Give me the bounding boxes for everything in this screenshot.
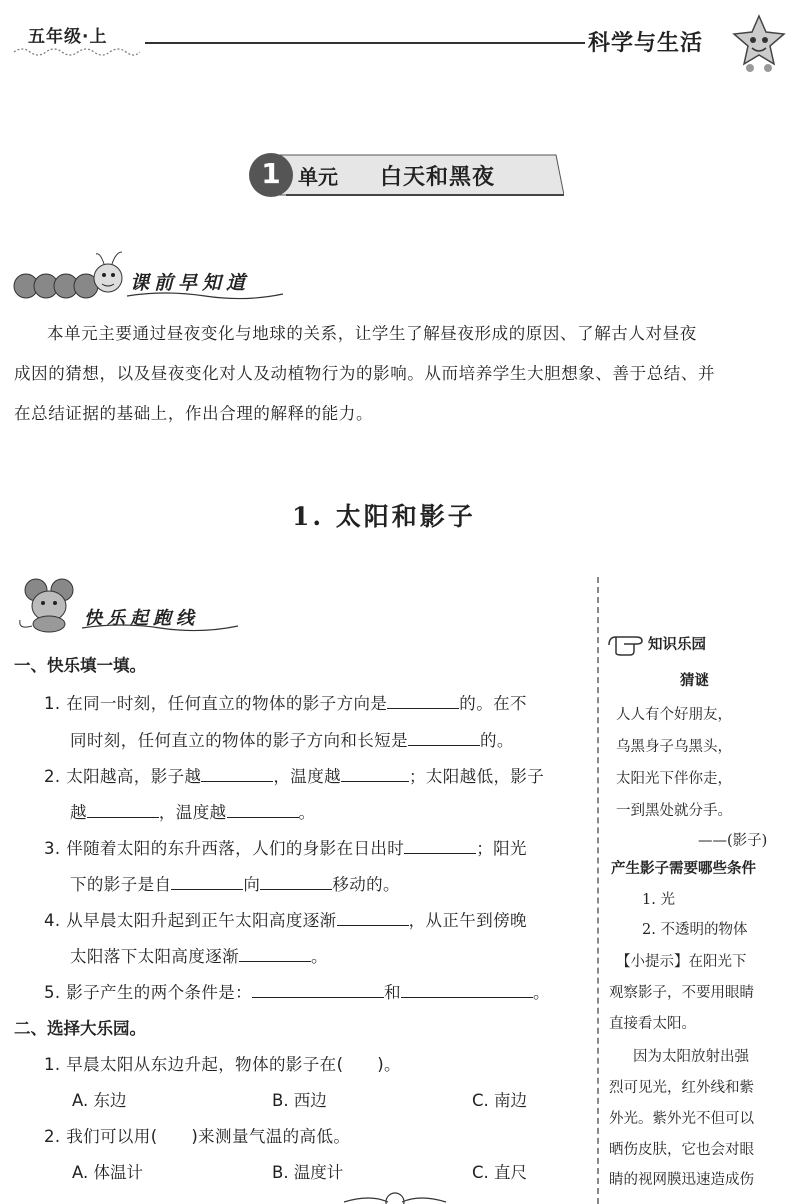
answer-blank[interactable] xyxy=(408,728,480,746)
happy-start-heading: 快乐起跑线 xyxy=(84,608,199,629)
question-text: 。 xyxy=(298,803,316,822)
mouse-icon xyxy=(14,576,82,634)
question-text: 5. 影子产生的两个条件是： xyxy=(44,983,253,1002)
info-line: 晒伤皮肤，它也会对眼 xyxy=(609,1142,754,1158)
header-wave-decoration xyxy=(12,44,142,60)
answer-blank[interactable] xyxy=(171,872,243,890)
answer-blank[interactable] xyxy=(337,908,409,926)
intro-line: 成因的猜想，以及昼夜变化对人及动植物行为的影响。从而培养学生大胆想象、善于总结、并 xyxy=(14,364,716,383)
question-text: ；太阳越低，影子 xyxy=(409,767,545,786)
part2-title: 二、选择大乐园。 xyxy=(14,1019,146,1038)
star-mascot-icon xyxy=(730,12,788,74)
question-text: 的。在不 xyxy=(459,694,527,713)
question-text: 。 xyxy=(311,947,328,966)
question-text: 和 xyxy=(384,983,401,1002)
option-a[interactable]: A. 东边 xyxy=(72,1091,127,1110)
option-a[interactable]: A. 体温计 xyxy=(72,1163,143,1182)
question-text: ；阳光 xyxy=(476,839,527,858)
unit-introduction xyxy=(14,314,786,434)
answer-blank[interactable] xyxy=(87,800,159,818)
unit-title: 白天和黑夜 xyxy=(380,165,496,190)
riddle-line: 太阳光下伴你走， xyxy=(616,771,732,787)
side-panel-heading: 知识乐园 xyxy=(648,637,706,653)
question-4-line1 xyxy=(44,907,527,931)
answer-blank[interactable] xyxy=(201,764,273,782)
intro-line: 在总结证据的基础上，作出合理的解释的能力。 xyxy=(14,404,374,423)
question-text: 。 xyxy=(533,983,550,1002)
info-line: 因为太阳放射出强 xyxy=(633,1049,749,1065)
answer-blank[interactable] xyxy=(227,800,299,818)
question-text: 太阳落下太阳高度逐渐 xyxy=(70,947,239,966)
question-text: 同时刻，任何直立的物体的影子方向和长短是 xyxy=(70,731,408,750)
condition-item: 2. 不透明的物体 xyxy=(642,922,748,938)
question-text: 1. 在同一时刻，任何直立的物体的影子方向是 xyxy=(44,694,388,713)
question-text: 移动的。 xyxy=(332,875,400,894)
unit-number: 1 xyxy=(261,157,281,190)
pointing-hand-icon xyxy=(606,627,646,657)
question-5 xyxy=(44,979,550,1003)
page-number-ornament xyxy=(340,1190,450,1204)
answer-blank[interactable] xyxy=(341,764,409,782)
question-2-line2 xyxy=(70,799,315,823)
condition-item: 1. 光 xyxy=(642,892,675,908)
option-c[interactable]: C. 南边 xyxy=(472,1091,528,1110)
header-rule xyxy=(145,42,585,44)
choice-question-1: 1. 早晨太阳从东边升起，物体的影子在( )。 xyxy=(44,1055,401,1074)
heading-swash xyxy=(80,620,240,634)
riddle-line: 乌黑身子乌黑头， xyxy=(616,739,732,755)
column-divider xyxy=(597,577,599,1204)
answer-blank[interactable] xyxy=(401,980,533,998)
option-c[interactable]: C. 直尺 xyxy=(472,1163,528,1182)
answer-blank[interactable] xyxy=(252,980,384,998)
question-text: 下的影子是自 xyxy=(70,875,172,894)
heading-swash xyxy=(125,288,285,302)
question-text: 4. 从早晨太阳升起到正午太阳高度逐渐 xyxy=(44,911,337,930)
tip-line: 【小提示】在阳光下 xyxy=(616,954,747,970)
info-line: 睛的视网膜迅速造成伤 xyxy=(609,1172,754,1188)
header-title: 科学与生活 xyxy=(588,31,704,56)
question-3-line2 xyxy=(70,871,400,895)
question-text: ，温度越 xyxy=(158,803,227,822)
part1-title: 一、快乐填一填。 xyxy=(14,656,146,675)
riddle-answer: ——(影子) xyxy=(698,833,768,849)
question-text: ，从正午到傍晚 xyxy=(408,911,527,930)
question-text: 向 xyxy=(243,875,261,894)
intro-line: 本单元主要通过昼夜变化与地球的关系，让学生了解昼夜形成的原因、了解古人对昼夜 xyxy=(47,324,697,343)
tip-line: 直接看太阳。 xyxy=(609,1016,696,1032)
question-1-line1 xyxy=(44,690,527,714)
option-b[interactable]: B. 西边 xyxy=(272,1091,327,1110)
info-line: 烈可见光，红外线和紫 xyxy=(609,1080,754,1096)
question-2-line1 xyxy=(44,763,544,787)
caterpillar-icon xyxy=(12,248,132,308)
question-4-line2 xyxy=(70,943,328,967)
question-text: 的。 xyxy=(480,731,514,750)
conditions-title: 产生影子需要哪些条件 xyxy=(611,861,756,877)
question-text: ，温度越 xyxy=(273,767,341,786)
info-line: 外光。紫外光不但可以 xyxy=(609,1111,754,1127)
unit-label: 单元 xyxy=(298,165,338,189)
question-1-line2 xyxy=(70,727,514,751)
choice-question-2: 2. 我们可以用( )来测量气温的高低。 xyxy=(44,1127,351,1146)
answer-blank[interactable] xyxy=(260,872,332,890)
riddle-title: 猜谜 xyxy=(680,673,709,689)
answer-blank[interactable] xyxy=(387,691,459,709)
lesson-title: 1. 太阳和影子 xyxy=(292,502,476,531)
option-b[interactable]: B. 温度计 xyxy=(272,1163,344,1182)
riddle-line: 一到黑处就分手。 xyxy=(616,803,732,819)
pre-knowledge-heading: 课前早知道 xyxy=(130,272,251,294)
answer-blank[interactable] xyxy=(239,944,311,962)
question-text: 2. 太阳越高，影子越 xyxy=(44,767,202,786)
question-text: 越 xyxy=(70,803,87,822)
question-text: 3. 伴随着太阳的东升西落，人们的身影在日出时 xyxy=(44,839,405,858)
tip-line: 观察影子，不要用眼睛 xyxy=(609,985,754,1001)
answer-blank[interactable] xyxy=(404,836,476,854)
question-3-line1 xyxy=(44,835,527,859)
header-grade: 五年级·上 xyxy=(28,27,108,47)
riddle-line: 人人有个好朋友， xyxy=(616,707,732,723)
